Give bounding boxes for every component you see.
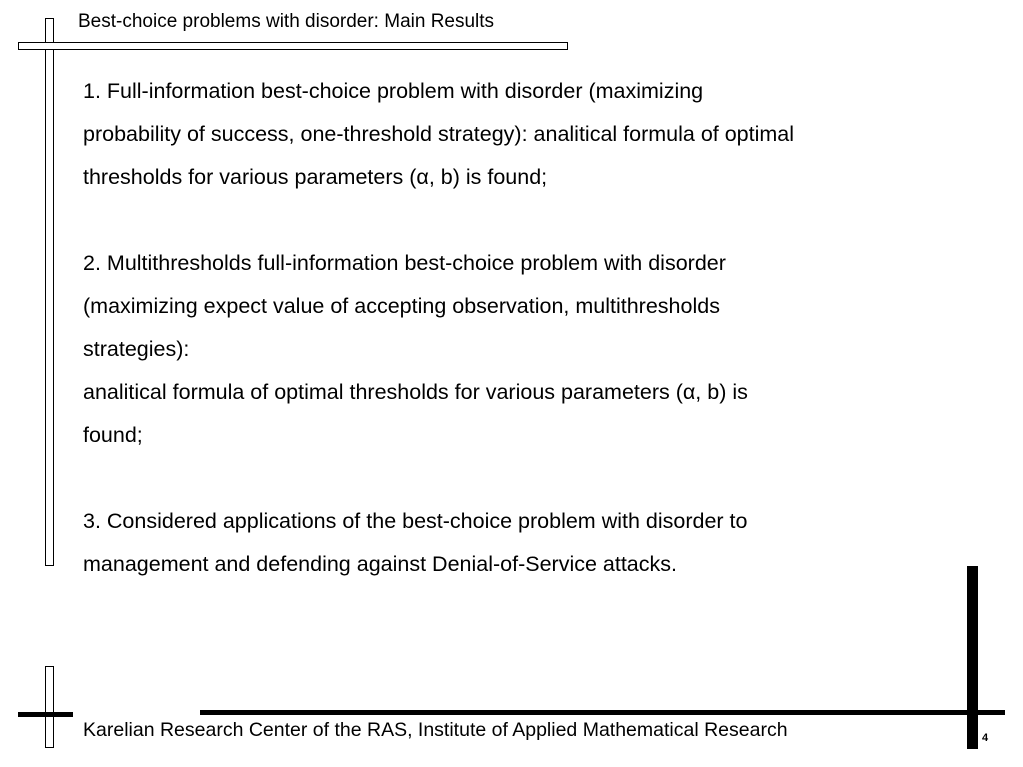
result-line: 1. Full-information best-choice problem with disorder (maximizing <box>83 79 704 103</box>
result-line: management and defending against Denial-of-Service attacks. <box>83 552 677 576</box>
result-line: 3. Considered applications of the best-choice problem with disorder to <box>83 509 748 533</box>
frame-vertical-bar-top-left <box>45 18 54 566</box>
frame-vertical-bar-bottom-right <box>967 566 978 749</box>
result-line: (maximizing expect value of accepting observation, multithresholds <box>83 294 720 318</box>
slide-content <box>83 70 963 586</box>
footer-institution: Karelian Research Center of the RAS, Institute of Applied Mathematical Research <box>83 719 788 741</box>
page-number: 4 <box>982 732 989 744</box>
result-line: analitical formula of optimal thresholds for various parameters (α, b) is <box>83 380 748 404</box>
result-item-1 <box>83 70 963 199</box>
paragraph-gap <box>83 457 963 500</box>
result-line: probability of success, one-threshold strategy): analitical formula of optimal <box>83 122 795 146</box>
result-line: found; <box>83 423 143 447</box>
result-line: strategies): <box>83 337 190 361</box>
slide-title: Best-choice problems with disorder: Main Results <box>78 11 495 32</box>
paragraph-gap <box>83 199 963 242</box>
result-item-2 <box>83 242 963 457</box>
result-line: 2. Multithresholds full-information best-choice problem with disorder <box>83 251 726 275</box>
frame-horizontal-bar-top <box>18 42 568 50</box>
frame-horizontal-bar-bottom <box>200 710 1005 715</box>
frame-horizontal-bar-bottom-left <box>18 712 73 717</box>
frame-vertical-bar-bottom-left <box>45 666 54 748</box>
result-line: thresholds for various parameters (α, b) is found; <box>83 165 548 189</box>
result-item-3 <box>83 500 963 586</box>
